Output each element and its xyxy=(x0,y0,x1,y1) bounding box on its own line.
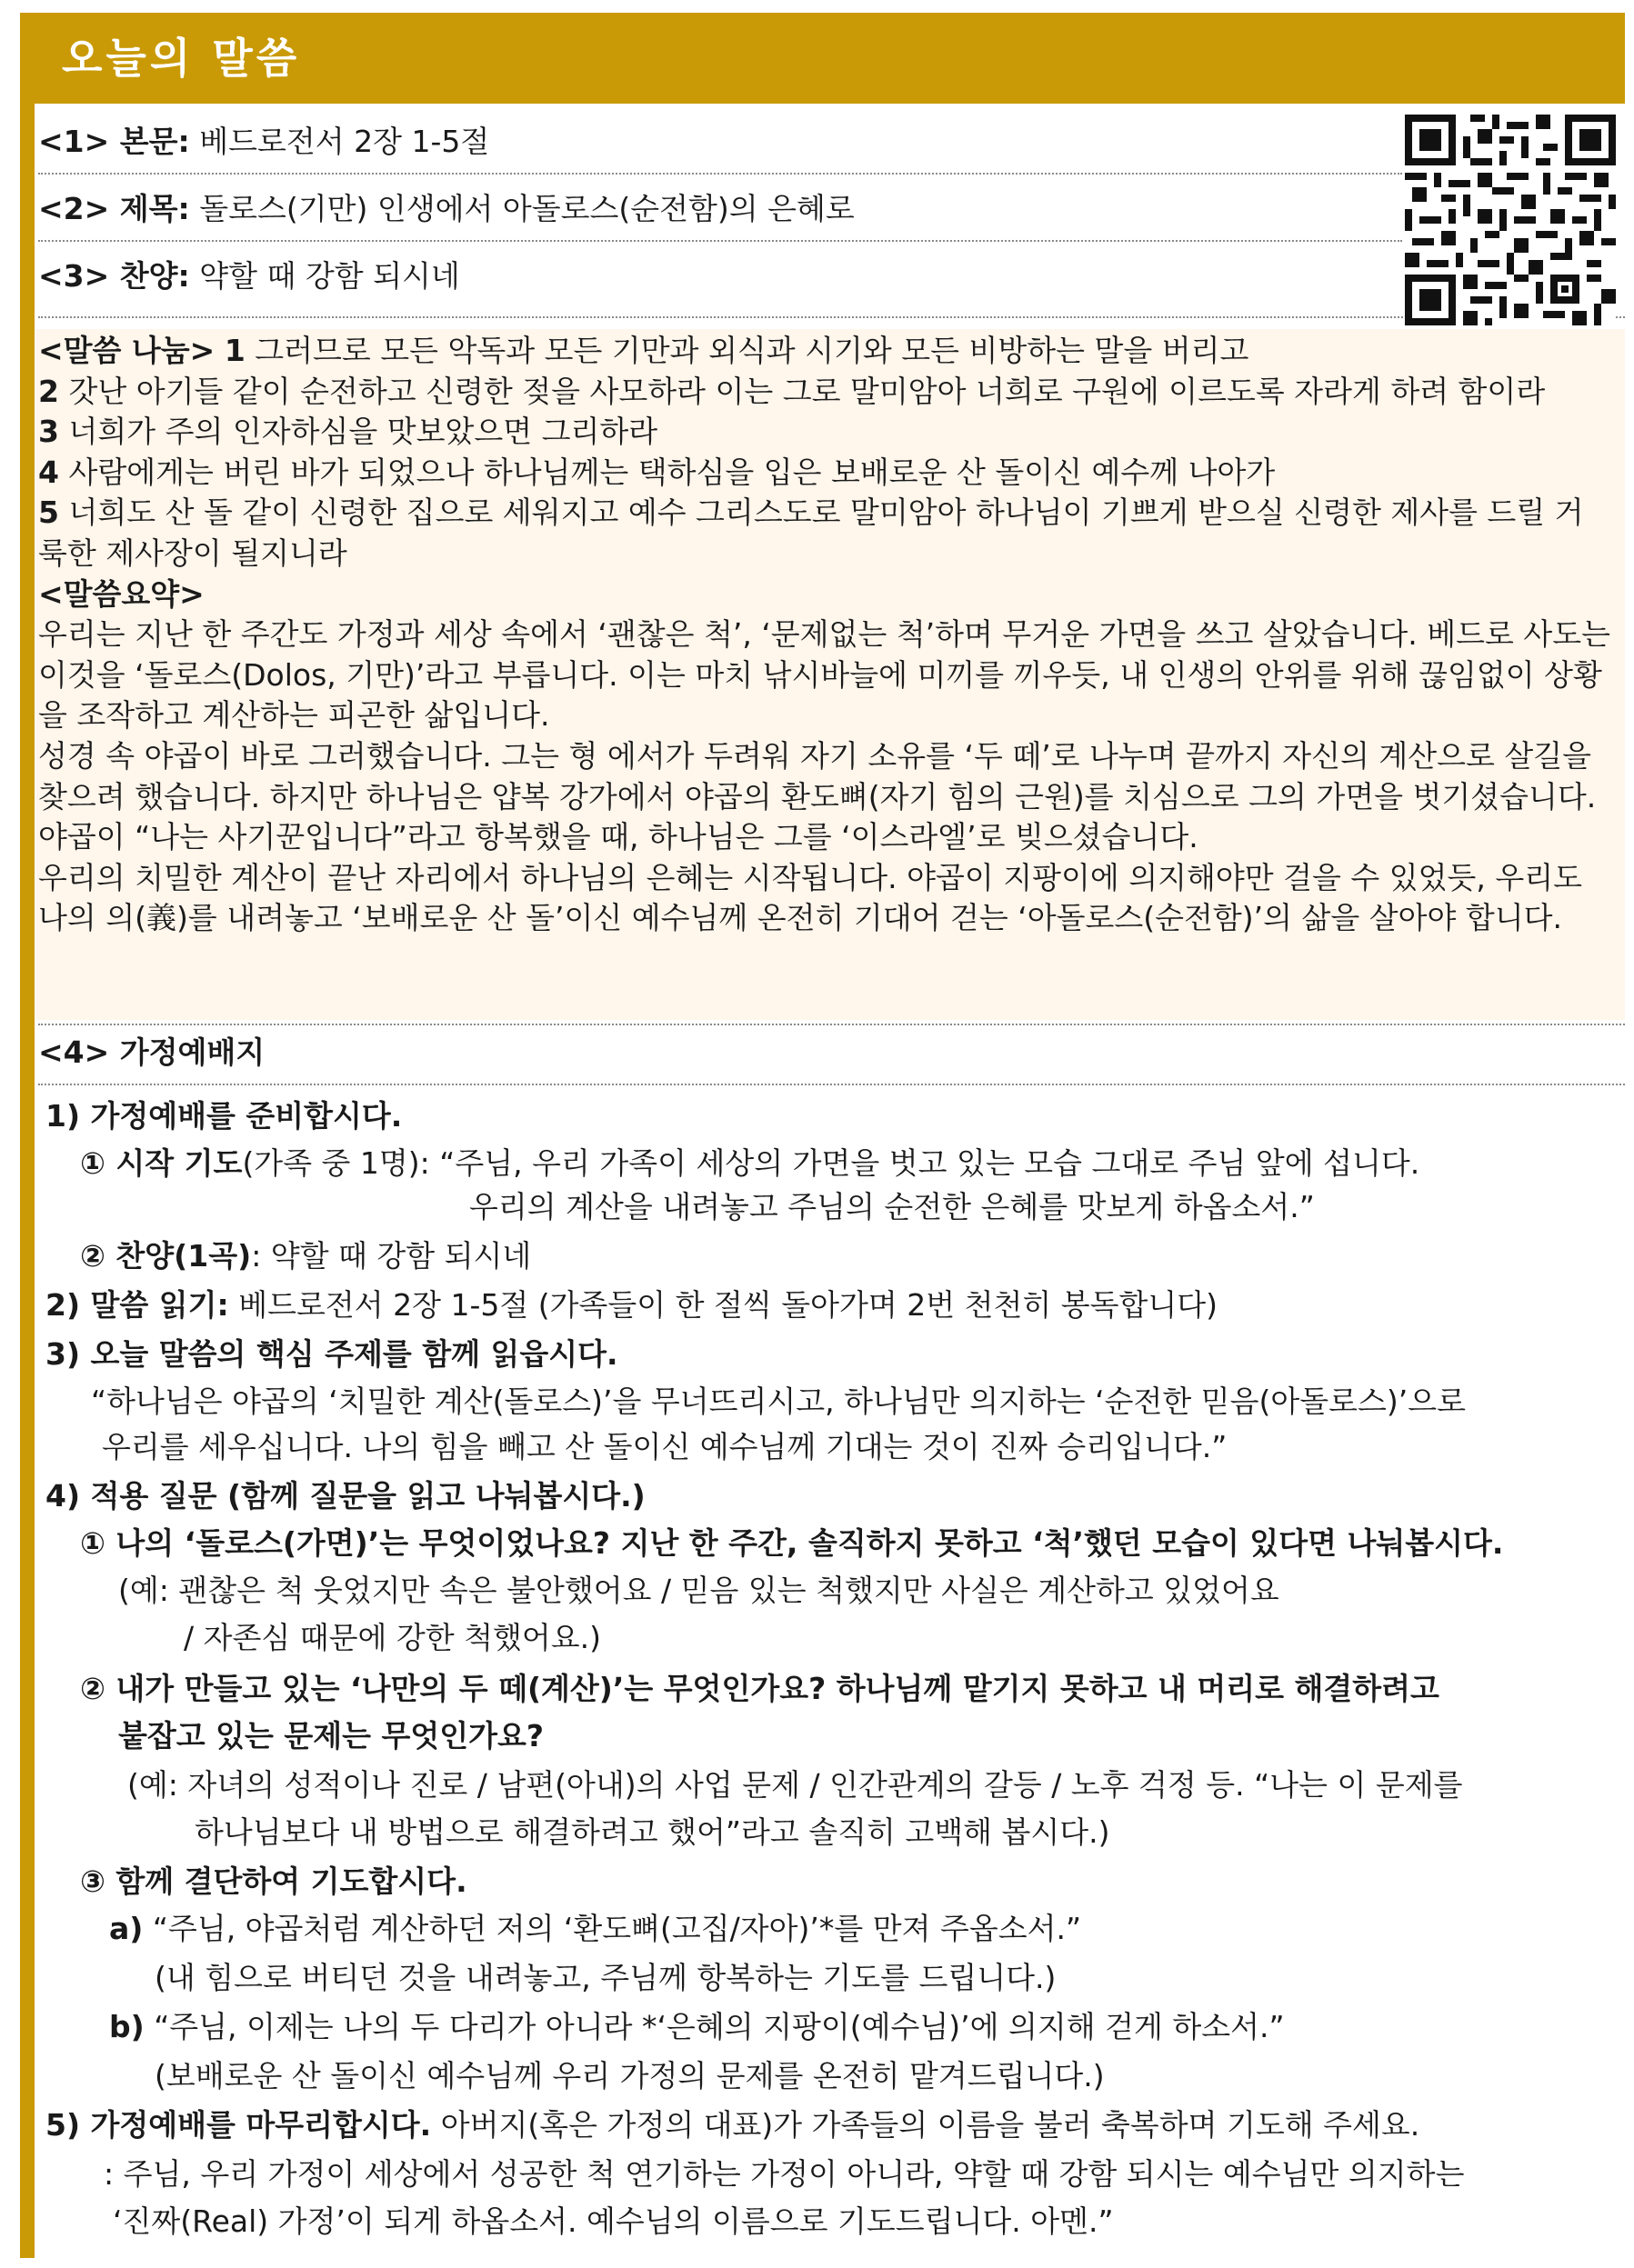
left-accent-border xyxy=(20,13,35,2258)
divider xyxy=(38,173,1402,175)
hymn-line-value: : 약할 때 강함 되시네 xyxy=(251,1238,532,1274)
title-label: <2> 제목: xyxy=(38,191,190,226)
passage-value: 베드로전서 2장 1-5절 xyxy=(189,124,490,159)
verse-number: 4 xyxy=(38,454,59,490)
opening-prayer-cont: 우리의 계산을 내려놓고 주님의 순전한 은혜를 맛보게 하옵소서.” xyxy=(469,1189,1315,1224)
prayer-a-text: “주님, 야곱처럼 계산하던 저의 ‘환도뼈(고집/자아)’*를 만져 주옵소서.” xyxy=(143,1911,1082,1946)
verse-number: 5 xyxy=(38,495,59,531)
hymn-value: 약할 때 강함 되시네 xyxy=(189,258,460,294)
verse-text: 갓난 아기들 같이 순전하고 신령한 젖을 사모하라 이는 그로 말미암아 너희로 구원에 이르도록 자라게 하려 함이라 xyxy=(58,373,1546,409)
opening-prayer xyxy=(80,1144,1419,1184)
question-2: 붙잡고 있는 문제는 무엇인가요? xyxy=(118,1718,545,1753)
divider xyxy=(38,240,1402,242)
opening-prayer-text: (가족 중 1명): “주님, 우리 가족이 세상의 가면을 벗고 있는 모습 그대로 주님 앞에 섭니다. xyxy=(242,1145,1420,1181)
summary-paragraph: 성경 속 야곱이 바로 그러했습니다. 그는 형 에서가 두려워 자기 소유를 ‘두 떼’로 나누며 끝까지 자신의 계산으로 살길을 찾으려 했습니다. 하지만 하나님은 얍복 강가에서 야곱의 환도뼈(자기 힘의 근원)를 치심으로 그의 가면을 벗기셨습니다. 야곱이 “나는 사기꾼입니다”라고 항복했을 때, 하나님은 그를 ‘이스라엘’로 빚으셨습니다. xyxy=(38,737,1597,855)
sharing-section xyxy=(38,331,1611,939)
step-5-label: 5) 가정예배를 마무리합시다. xyxy=(45,2107,432,2143)
worship-step-4: 4) 적용 질문 (함께 질문을 읽고 나눠봅시다.) xyxy=(45,1478,646,1514)
prayer-a-note: (내 힘으로 버티던 것을 내려놓고, 주님께 항복하는 기도를 드립니다.) xyxy=(155,1960,1057,1995)
divider xyxy=(38,1024,1625,1025)
core-theme-line: 우리를 세우십니다. 나의 힘을 빼고 산 돌이신 예수님께 기대는 것이 진짜 승리입니다.” xyxy=(102,1429,1228,1464)
passage-label: <1> 본문: xyxy=(38,124,190,159)
opening-prayer-label: ① 시작 기도 xyxy=(80,1145,243,1181)
prayer-b xyxy=(109,2007,1285,2047)
question-1-example: / 자존심 때문에 강한 척했어요.) xyxy=(184,1620,601,1655)
worship-step-5 xyxy=(45,2105,1419,2145)
divider xyxy=(38,1084,1625,1085)
title-value: 돌로스(기만) 인생에서 아돌로스(순전함)의 은혜로 xyxy=(189,191,855,226)
summary-label: <말씀요약> xyxy=(38,575,205,612)
hymn-line-label: ② 찬양(1곡) xyxy=(80,1238,252,1274)
verse-text: 그러므로 모든 악독과 모든 기만과 외식과 시기와 모든 비방하는 말을 버리고 xyxy=(245,333,1249,368)
hymn-row xyxy=(38,256,460,296)
closing-prayer: : 주님, 우리 가정이 세상에서 성공한 척 연기하는 가정이 아니라, 약할 때 강함 되시는 예수님만 의지하는 xyxy=(104,2156,1465,2192)
prayer-b-note: (보배로운 산 돌이신 예수님께 우리 가정의 문제를 온전히 맡겨드립니다.) xyxy=(155,2058,1105,2093)
prayer-a xyxy=(109,1909,1081,1949)
question-3: ③ 함께 결단하여 기도합시다. xyxy=(80,1863,467,1899)
worship-label: <4> 가정예배지 xyxy=(38,1034,266,1070)
sharing-label: <말씀 나눔> xyxy=(38,333,216,368)
step-5-value: 아버지(혹은 가정의 대표)가 가족들의 이름을 불러 축복하며 기도해 주세요. xyxy=(431,2107,1420,2143)
step-2-value: 베드로전서 2장 1-5절 (가족들이 한 절씩 돌아가며 2번 천천히 봉독합니다) xyxy=(228,1287,1218,1323)
worship-step-1: 1) 가정예배를 준비합시다. xyxy=(45,1098,403,1134)
title-row xyxy=(38,189,855,229)
question-1: ① 나의 ‘돌로스(가면)’는 무엇이었나요? 지난 한 주간, 솔직하지 못하고 ‘척’했던 모습이 있다면 나눠봅시다. xyxy=(80,1525,1504,1561)
prayer-a-label: a) xyxy=(109,1911,144,1946)
summary-paragraph: 우리의 치밀한 계산이 끝난 자리에서 하나님의 은혜는 시작됩니다. 야곱이 지팡이에 의지해야만 걸을 수 있었듯, 우리도 나의 의(義)를 내려놓고 ‘보배로운 산 돌’이신 예수님께 온전히 기대어 걷는 ‘아돌로스(순전함)’의 삶을 살아야 합니다. xyxy=(38,859,1582,936)
page-title: 오늘의 말씀 xyxy=(62,34,301,83)
question-2-example: (예: 자녀의 성적이나 진로 / 남편(아내)의 사업 문제 / 인간관계의 갈등 / 노후 걱정 등. “나는 이 문제를 xyxy=(127,1767,1463,1803)
summary-paragraph: 우리는 지난 한 주간도 가정과 세상 속에서 ‘괜찮은 척’, ‘문제없는 척’하며 무거운 가면을 쓰고 살았습니다. 베드로 사도는 이것을 ‘돌로스(Dolos, 기만)’라고 부릅니다. 이는 마치 낚시바늘에 미끼를 끼우듯, 내 인생의 안위를 위해 끊임없이 상황을 조작하고 계산하는 피곤한 삶입니다. xyxy=(38,616,1611,734)
question-2: ② 내가 만들고 있는 ‘나만의 두 떼(계산)’는 무엇인가요? 하나님께 맡기지 못하고 내 머리로 해결하려고 xyxy=(80,1671,1439,1706)
qr-code-icon xyxy=(1405,115,1616,325)
hymn-label: <3> 찬양: xyxy=(38,258,190,294)
closing-prayer: ‘진짜(Real) 가정’이 되게 하옵소서. 예수님의 이름으로 기도드립니다. 아멘.” xyxy=(113,2203,1114,2239)
step-2-label: 2) 말씀 읽기: xyxy=(45,1287,229,1323)
worship-step-2 xyxy=(45,1285,1218,1325)
core-theme-line: “하나님은 야곱의 ‘치밀한 계산(돌로스)’을 무너뜨리시고, 하나님만 의지하는 ‘순전한 믿음(아돌로스)’으로 xyxy=(91,1384,1466,1419)
verse-number: 2 xyxy=(38,373,59,409)
verse-number: 1 xyxy=(224,333,246,368)
hymn-line xyxy=(80,1236,531,1276)
verse-text: 사람에게는 버린 바가 되었으나 하나님께는 택하심을 입은 보배로운 산 돌이신 예수께 나아가 xyxy=(58,454,1276,490)
divider xyxy=(38,316,1625,318)
question-1-example: (예: 괜찮은 척 웃었지만 속은 불안했어요 / 믿음 있는 척했지만 사실은 계산하고 있었어요 xyxy=(118,1573,1279,1608)
prayer-b-label: b) xyxy=(109,2009,145,2044)
verse-number: 3 xyxy=(38,414,59,450)
passage-row xyxy=(38,122,489,162)
question-2-example: 하나님보다 내 방법으로 해결하려고 했어”라고 솔직히 고백해 봅시다.) xyxy=(195,1814,1110,1850)
verse-text: 너희도 산 돌 같이 신령한 집으로 세워지고 예수 그리스도로 말미암아 하나님이 기쁘게 받으실 신령한 제사를 드릴 거룩한 제사장이 될지니라 xyxy=(38,495,1584,571)
prayer-b-text: “주님, 이제는 나의 두 다리가 아니라 *‘은혜의 지팡이(예수님)’에 의지해 걷게 하소서.” xyxy=(144,2009,1285,2044)
verse-text: 너희가 주의 인자하심을 맛보았으면 그리하라 xyxy=(58,414,658,450)
worship-step-3: 3) 오늘 말씀의 핵심 주제를 함께 읽읍시다. xyxy=(45,1336,618,1372)
